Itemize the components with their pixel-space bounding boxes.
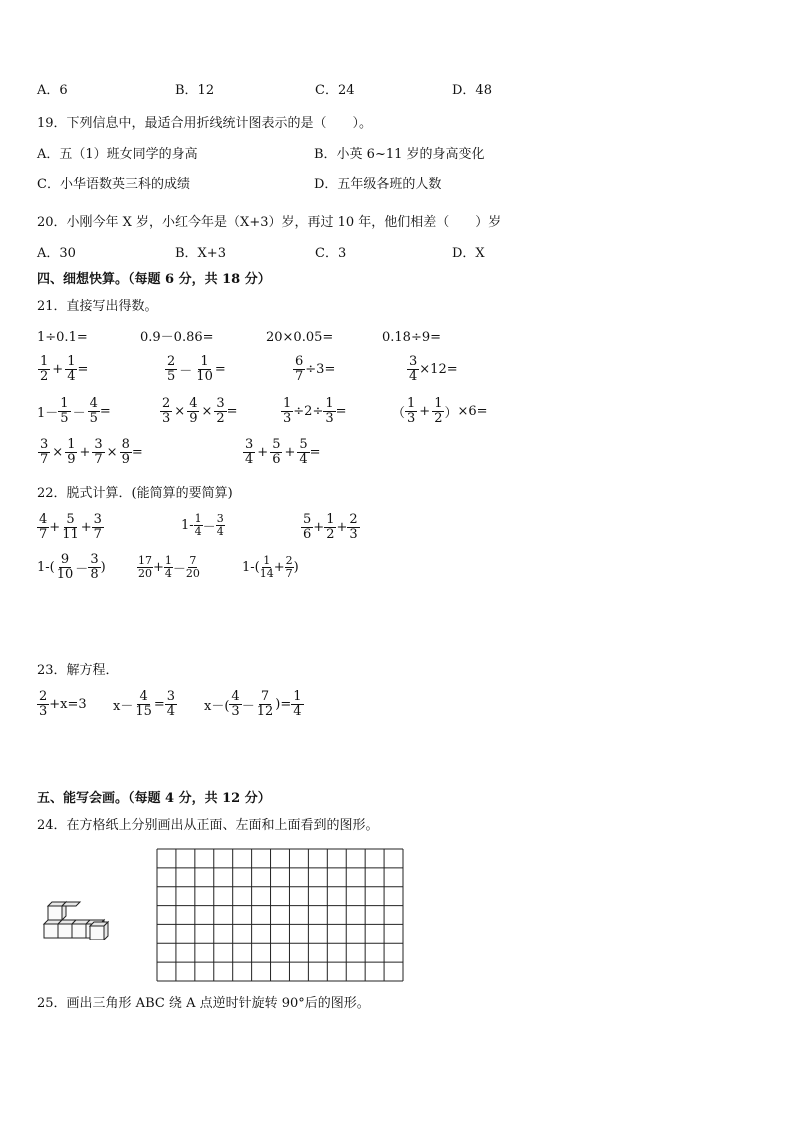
q23-stem: 23．解方程． <box>37 663 119 678</box>
q19-option-c: C．小华语数英三科的成绩 <box>37 177 190 192</box>
q21-r3-e3: $\frac{1}{3}$ ÷2÷ $\frac{1}{3}$ = <box>283 396 347 426</box>
q21-r3-e2: $\frac{2}{3}$ × $\frac{4}{9}$ × $\frac{3}{2}$ = <box>162 396 238 426</box>
q21-r3-e4: （ $\frac{1}{3}$ + $\frac{1}{2}$ ） ×6= <box>392 396 488 426</box>
q19-stem: 19．下列信息中，最适合用折线统计图表示的是（ ）。 <box>37 116 373 131</box>
q21-r2-e3: $\frac{6}{7}$ ÷3= <box>295 354 336 384</box>
q22-e1: $\frac{4}{7}$ + $\frac{5}{11}$ + $\frac{3}{7}$ <box>39 512 102 542</box>
q21-r1-e4: 0.18÷9= <box>382 330 442 345</box>
q21-r4-e1: $\frac{3}{7}$ × $\frac{1}{9}$ + $\frac{3}{7}$ × $\frac{8}{9}$ = <box>40 437 143 467</box>
q21-r1-e1: 1÷0.1= <box>37 330 88 345</box>
q23-e1: $\frac{2}{3}$ +x=3 <box>39 689 87 719</box>
q23-e2: x－ $\frac{4}{15}$ = $\frac{3}{4}$ <box>113 689 176 719</box>
q20-option-d: D．X <box>452 246 485 261</box>
q21-stem: 21．直接写出得数。 <box>37 299 158 314</box>
q18-option-c: C．24 <box>315 83 355 98</box>
q19-option-a: A．五（1）班女同学的身高 <box>37 147 198 162</box>
q24-stem: 24．在方格纸上分别画出从正面、左面和上面看到的图形。 <box>37 818 379 833</box>
section5-title: 五、能写会画。（每题 4 分，共 12 分） <box>37 791 271 806</box>
q21-r3-e1: 1－ $\frac{1}{5}$ － $\frac{4}{5}$ = <box>37 396 111 426</box>
q21-r4-e2: $\frac{3}{4}$ + $\frac{5}{6}$ + $\frac{5}{4}$ = <box>245 437 321 467</box>
q22-e6: 1- ( 1 14 + $\frac{2}{7}$ ) <box>242 554 299 580</box>
q20-option-a: A．30 <box>37 246 76 261</box>
q23-e3: x－( $\frac{4}{3}$ － $\frac{7}{12}$ ) = $\frac{1}{4}$ <box>204 689 302 719</box>
q22-e5: 17 20 + $\frac{1}{4}$ － 7 20 <box>138 554 200 580</box>
q21-r2-e1: $\frac{1}{2}$ + $\frac{1}{4}$ = <box>40 354 89 384</box>
q19-option-d: D．五年级各班的人数 <box>314 177 442 192</box>
q18-option-a: A．6 <box>37 83 68 98</box>
q25-stem: 25．画出三角形 ABC 绕 A 点逆时针旋转 90°后的图形。 <box>37 996 370 1011</box>
q20-option-b: B．X+3 <box>175 246 226 261</box>
q20-stem: 20．小刚今年 X 岁，小红今年是（X+3）岁，再过 10 年，他们相差（ ）岁 <box>37 215 502 230</box>
drawing-grid[interactable] <box>156 848 404 982</box>
q22-e2: 1- 1 4 － 3 4 <box>181 512 224 538</box>
q19-option-b: B．小英 6~11 岁的身高变化 <box>314 147 485 162</box>
q18-option-b: B．12 <box>175 83 215 98</box>
q18-option-d: D．48 <box>452 83 492 98</box>
q22-e3: $\frac{5}{6}$ + $\frac{1}{2}$ + $\frac{2}{3}$ <box>303 512 358 542</box>
q21-r2-e2: $\frac{2}{5}$ － $\frac{1}{10}$ = <box>167 354 226 384</box>
q21-r2-e4: $\frac{3}{4}$ ×12= <box>409 354 458 384</box>
cube-figure <box>40 896 120 940</box>
q21-r1-e3: 20×0.05= <box>266 330 334 345</box>
q22-stem: 22．脱式计算．(能简算的要简算) <box>37 486 233 501</box>
q20-option-c: C．3 <box>315 246 347 261</box>
q22-e4: 1- ( $\frac{9}{10}$ － $\frac{3}{8}$ ) <box>37 552 106 582</box>
section4-title: 四、细想快算。（每题 6 分，共 18 分） <box>37 272 271 287</box>
q21-r1-e2: 0.9－0.86= <box>140 330 214 345</box>
